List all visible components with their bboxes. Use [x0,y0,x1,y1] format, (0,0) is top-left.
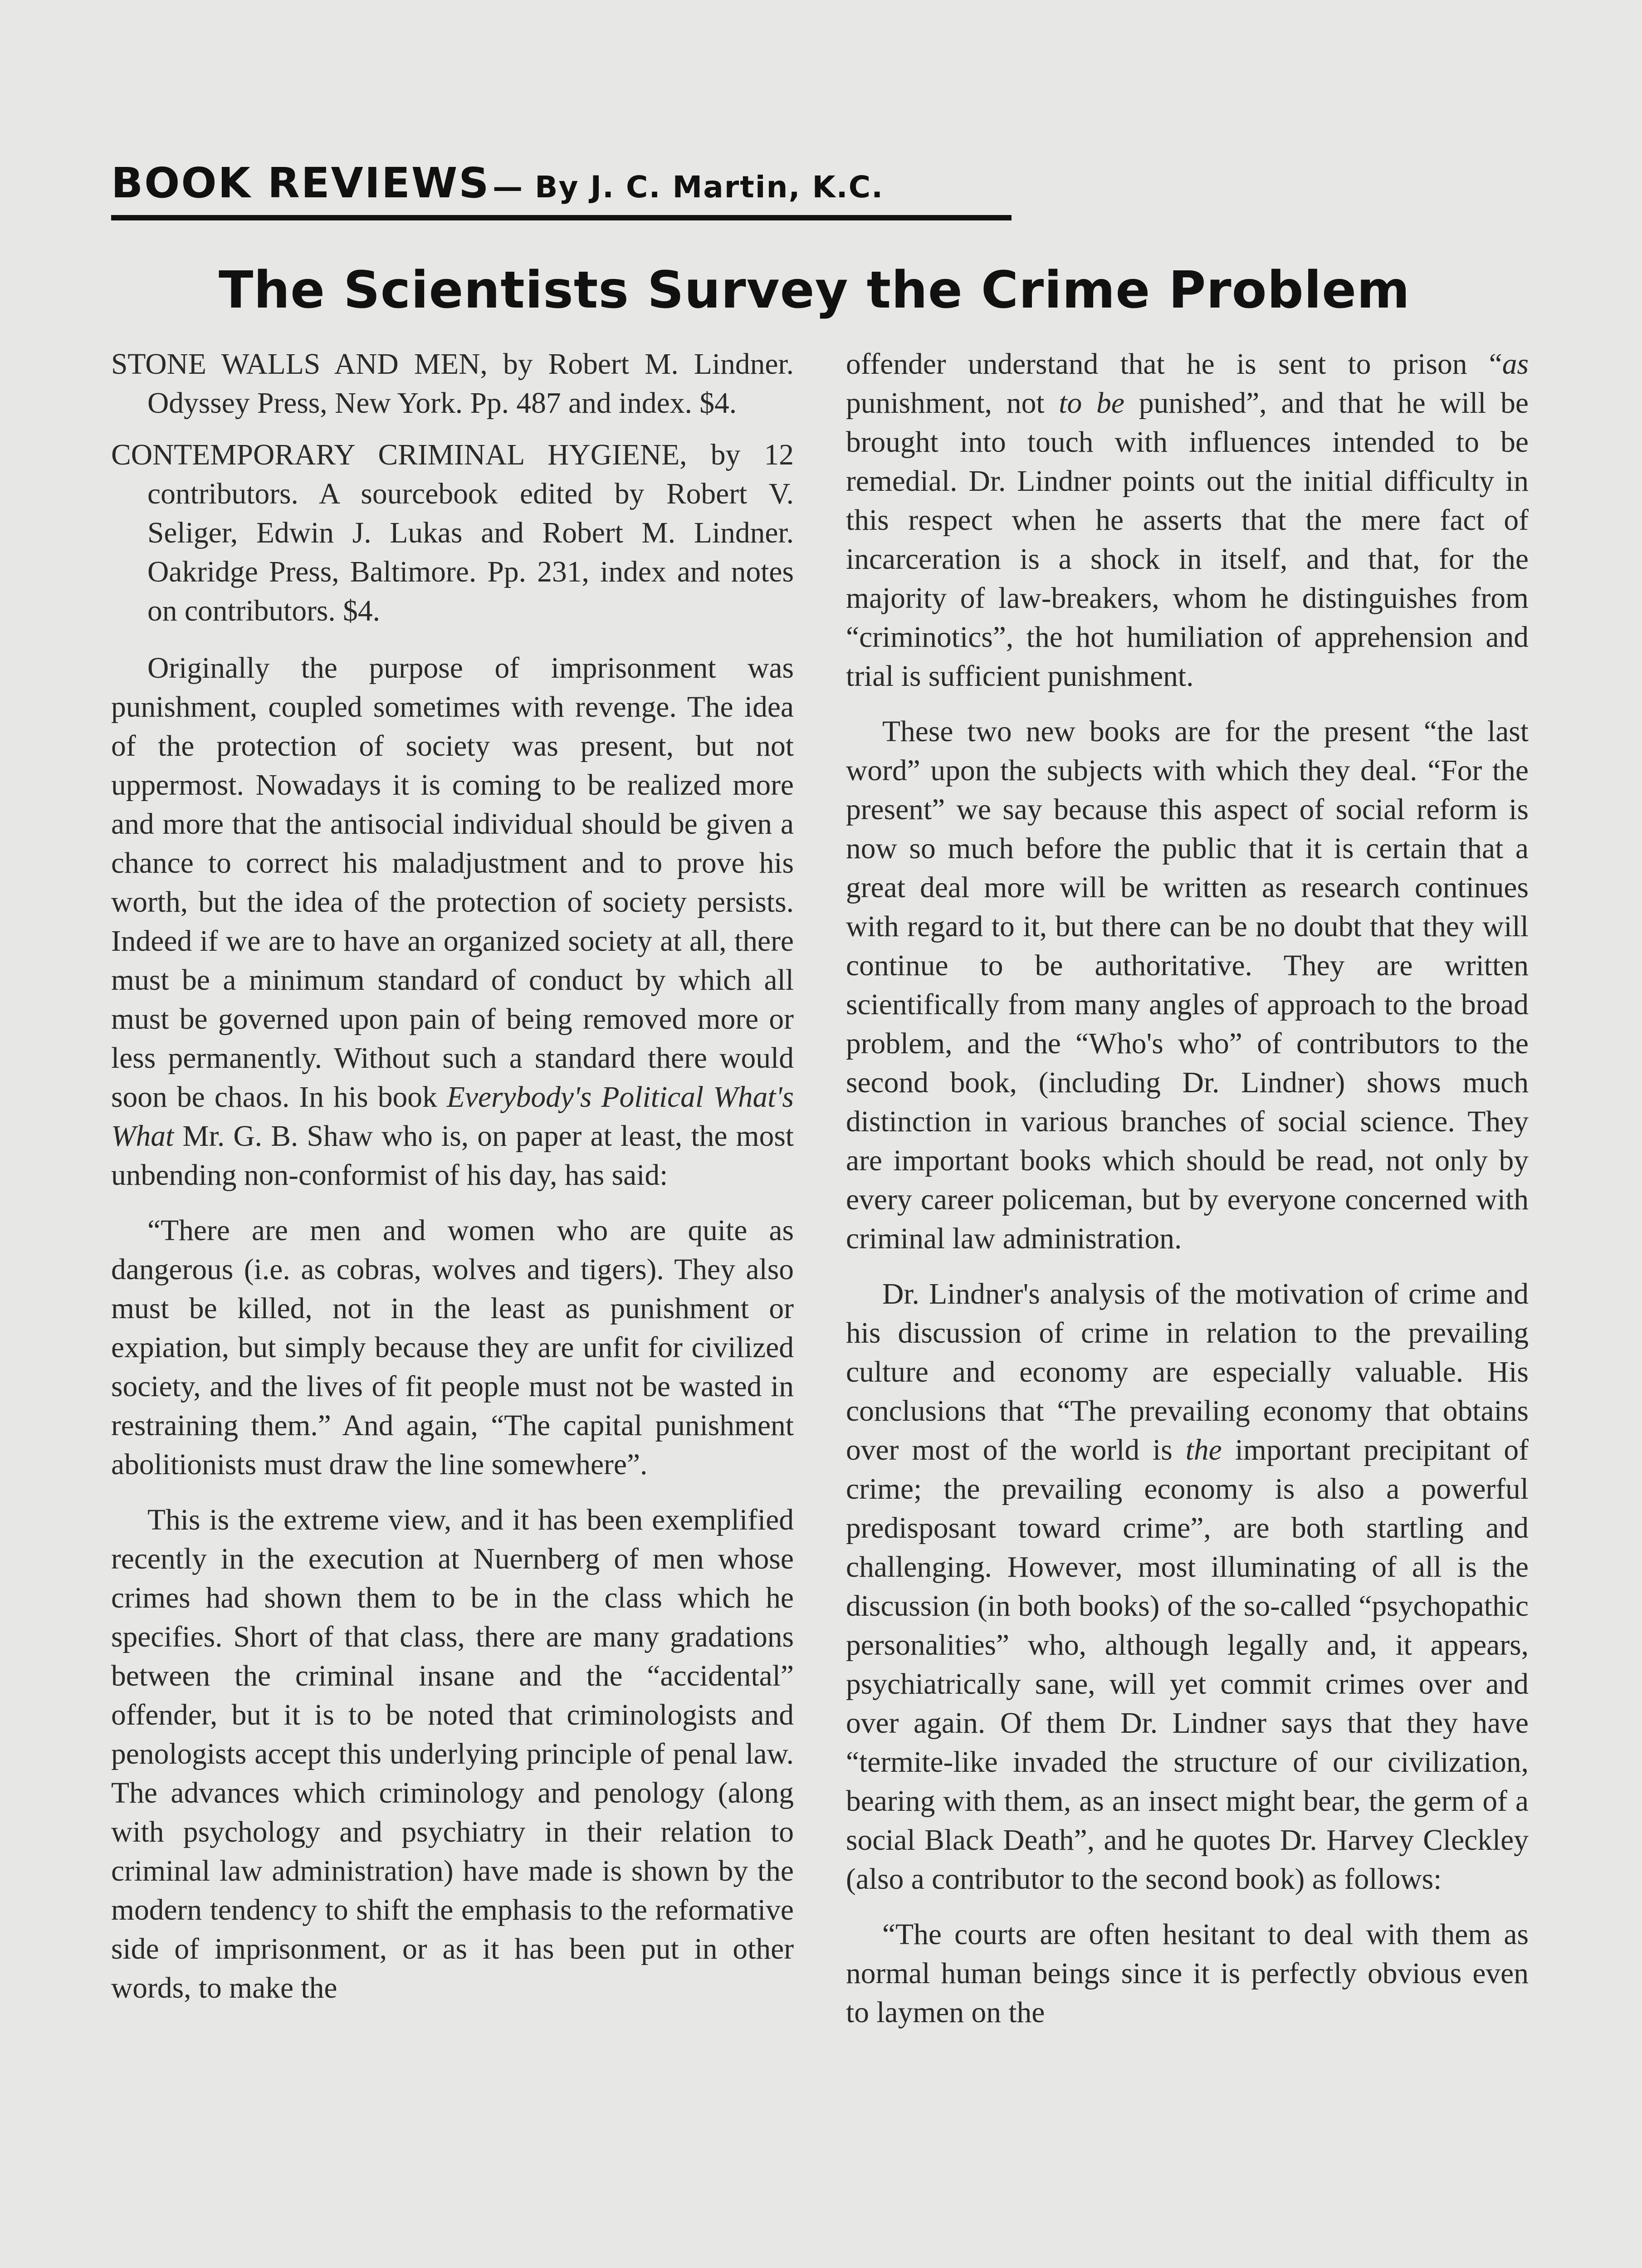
quotation-paragraph: “The courts are often hesitant to deal with them as normal human beings since it is perfectly obvious even to laymen on the [846,1918,1529,2029]
header-rule [111,215,1012,220]
book-entry-2: CONTEMPORARY CRIMINAL HYGIENE, by 12 contributors. A sourcebook edited by Robert V. Seliger, Edwin J. Lukas and Robert M. Lindner. Oakridge Press, Baltimore. Pp. 231, index and notes on contributors. $4. [111,439,794,627]
article-title: The Scientists Survey the Crime Problem [219,261,1410,320]
byline: — By J. C. Martin, K.C. [493,170,884,205]
book-entry-1: STONE WALLS AND MEN, by Robert M. Lindner. Odyssey Press, New York. Pp. 487 and index. $4. [111,348,794,420]
paragraph: These two new books are for the present “the last word” upon the subjects with which they deal. “For the present” we say because this aspect of social reform is now so much before the public that it is certain that a great deal more will be written as research continues with regard to it, but there can be no doubt that they will continue to be authoritative. They are written scientifically from many angles of approach to the broad problem, and the “Who's who” of contributors to the second book, (including Dr. Lindner) shows much distinction in various branches of social science. They are important books which should be read, not only by every career policeman, but by everyone concerned with criminal law administration. [846,715,1529,1255]
right-column [846,345,1529,2032]
book-title: Everybody's Political What's What [111,1081,794,1153]
paragraph: This is the extreme view, and it has been exemplified recently in the execution at Nuernberg of men whose crimes had shown them to be in the class which he specifies. Short of that class, there are many gradations between the criminal insane and the “accidental” offender, but it is to be noted that criminologists and penologists accept this underlying principle of penal law. The advances which criminology and penology (along with psychology and psychiatry in their relation to criminal law administration) have made is shown by the modern tendency to shift the emphasis to the reformative side of imprisonment, or as it has been put in other words, to make the [111,1504,794,2004]
section-title: BOOK REVIEWS [111,159,490,207]
quotation-paragraph: “There are men and women who are quite as dangerous (i.e. as cobras, wolves and tigers). They also must be killed, not in the least as punishment or expiation, but simply because they are unfit for civilized society, and the lives of fit people must not be wasted in restraining them.” And again, “The capital punishment abolitionists must draw the line somewhere”. [111,1214,794,1481]
section-header [111,159,1018,207]
left-column [111,345,794,2008]
paragraph: Originally the purpose of imprisonment was punishment, coupled sometimes with revenge. The idea of the protection of society was present, but not uppermost. Nowadays it is coming to be realized more and more that the antisocial individual should be given a chance to correct his maladjustment and to prove his worth, but the idea of the protection of society persists. Indeed if we are to have an organized society at all, there must be a minimum standard of conduct by which all must be governed upon pain of being removed more or less permanently. Without such a standard there would soon be chaos. In his book Everybody's Political What's What Mr. G. B. Shaw who is, on paper at least, the most unbending non-conformist of his day, has said: [111,652,794,1192]
paragraph-continued: offender understand that he is sent to prison “as punishment, not to be punished”, and that he will be brought into touch with influences intended to be remedial. Dr. Lindner points out the initial difficulty in this respect when he asserts that the mere fact of incarceration is a shock in itself, and that, for the majority of law-breakers, whom he distinguishes from “criminotics”, the hot humiliation of apprehension and trial is sufficient punishment. [846,348,1529,693]
paragraph: Dr. Lindner's analysis of the motivation of crime and his discussion of crime in relation to the prevailing culture and economy are especially valuable. His conclusions that “The prevailing economy that obtains over most of the world is the important precipitant of crime; the prevailing economy is also a powerful predisposant toward crime”, are both startling and challenging. However, most illuminating of all is the discussion (in both books) of the so-called “psychopathic personalities” who, although legally and, it appears, psychiatrically sane, will yet commit crimes over and over again. Of them Dr. Lindner says that they have “termite-like invaded the structure of our civilization, bearing with them, as an insect might bear, the germ of a social Black Death”, and he quotes Dr. Harvey Cleckley (also a contributor to the second book) as follows: [846,1278,1529,1896]
